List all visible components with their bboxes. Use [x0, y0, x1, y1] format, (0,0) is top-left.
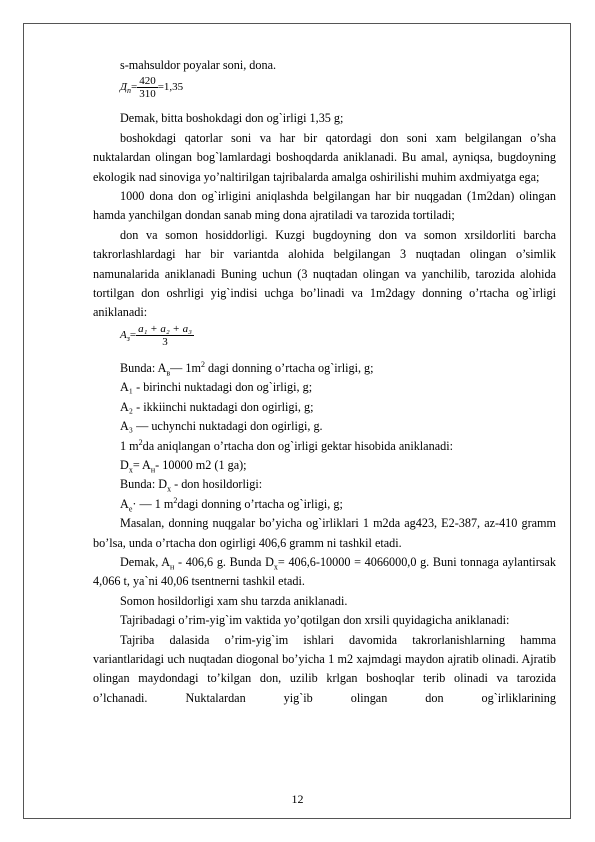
page-number: 12 [291, 792, 304, 806]
formula1-denominator: 310 [139, 88, 156, 101]
formula-average-weight [93, 323, 556, 359]
intro-line: s-mahsuldor poyalar soni, dona. [120, 58, 277, 72]
paragraph-tajribadagi: Tajribadagi o’rim-yig`im vaktida yo’qotilgan don xrsili quyidagicha aniklanadi: [120, 613, 510, 628]
formula2-denominator: 3 [162, 335, 168, 348]
line-bunda-1: Bunda: $A_в—$ $1m^2$ dagi donning o’rtacha og`irligi, g; [120, 359, 374, 378]
formula2-lhs: $A_з$ [120, 328, 130, 343]
line-a2: A₂ - ikkiinchi nuktadagi don ogirligi, g; [120, 399, 314, 414]
paragraph-demak-1: Demak, bitta boshokdagi don og`irligi 1,35 g; [120, 111, 344, 126]
line-a3: A₃ — uchynchi nuktadagi don ogirligi, g. [120, 419, 323, 434]
formula1-result: =1,35 [157, 81, 184, 94]
line-bunda-2: Bunda: $D_x$ - don hosildorligi: [120, 477, 263, 494]
document-body [93, 56, 556, 708]
paragraph-somon: Somon hosildorligi xam shu tarzda aniklanadi. [120, 593, 348, 608]
formula2-eq: = [129, 328, 137, 341]
formula1-fraction [137, 75, 158, 100]
formula2-fraction [136, 323, 194, 348]
formula1-eq: = [131, 81, 138, 94]
formula1-lhs: $Д_п$ [120, 81, 131, 96]
formula1-numerator: 420 [139, 75, 156, 88]
formula-productive-stems [93, 75, 556, 109]
paragraph-demak-2: Demak, $A_н - 406,6$ g. Bunda $D_x= 406,6-10000 = 4066000,0$ g. Buni tonnaga aylantirsak 4,066 t, ya`ni 40,06 tsentnerni tashkil etadi. [93, 554, 556, 589]
paragraph-don-somon: don va somon hosiddorligi. Kuzgi bugdoyning don va somon xrsildorliti barcha takrorlashlardagi har bir variantda alohida belgilangan 3 nuqtadan olingan o’simlik namunalarida aniklanadi Buning uchun (3 nuqtadan olingan va yanchilib, tarozida alohida tortilgan don oshrligi yig`indisi uchga bo’linadi va 1m2dagy donning o’rtacha og`irligi aniklanadi: [93, 227, 556, 320]
paragraph-1000-dona: 1000 dona don og`irligini aniqlashda belgilangan har bir nuqgadan (1m2dan) olingan hamda yanchilgan dondan sanab ming dona ajratiladi va tarozida tortiladi; [93, 189, 556, 223]
paragraph-boshokdagi: boshokdagi qatorlar soni va har bir qatordagi don soni xam belgilangan o’sha nuktalardan olingan bog`lamlardagi boshoqdarda aniklanadi. Bu amal, ayniqsa, bugdoyning ekologik nad sinoviga yo’naltirilgan tajribalarda amalga oshirilishi muhim axdmiyatga ega; [93, 130, 556, 184]
paragraph-masalan: Masalan, donning nuqgalar bo’yicha og`irliklari 1 m2da ag423, E2-387, az-410 gramm bo’lsa, unda o’rtacha don ogirligi 406,6 gramm ni tashkil etadi. [93, 516, 556, 550]
paragraph-tajriba: Tajriba dalasida o’rim-yig`im ishlari davomida takrorlanishlarning hamma variantlaridagi uch nuqtadan diogonal bo’yicha 1 m2 xajmdagi maydon ajratib olinadi. Ajratib olingan maydondagi to’kilgan don, uzilib krlgan boshoqlar terib olinadi va tarozida o’lchanadi. Nuktalardan yig`ib olingan don og`irliklarining [93, 632, 556, 705]
line-ae: $A_e\cdot$ — 1 $m^2dagi$ donning o’rtacha og`irligi, g; [120, 495, 343, 514]
line-gektar: 1 $m^2da$ aniqlangan o’rtacha don og`irligi gektar hisobida aniklanadi: [120, 437, 453, 453]
formula2-numerator: a₁ + a₂ + a₃ [138, 322, 192, 335]
line-dx: $D_x= A_н-$ 10000 m2 (1 ga); [120, 457, 247, 475]
line-a1: A₁ - birinchi nuktadagi don og`irligi, g; [120, 380, 313, 395]
